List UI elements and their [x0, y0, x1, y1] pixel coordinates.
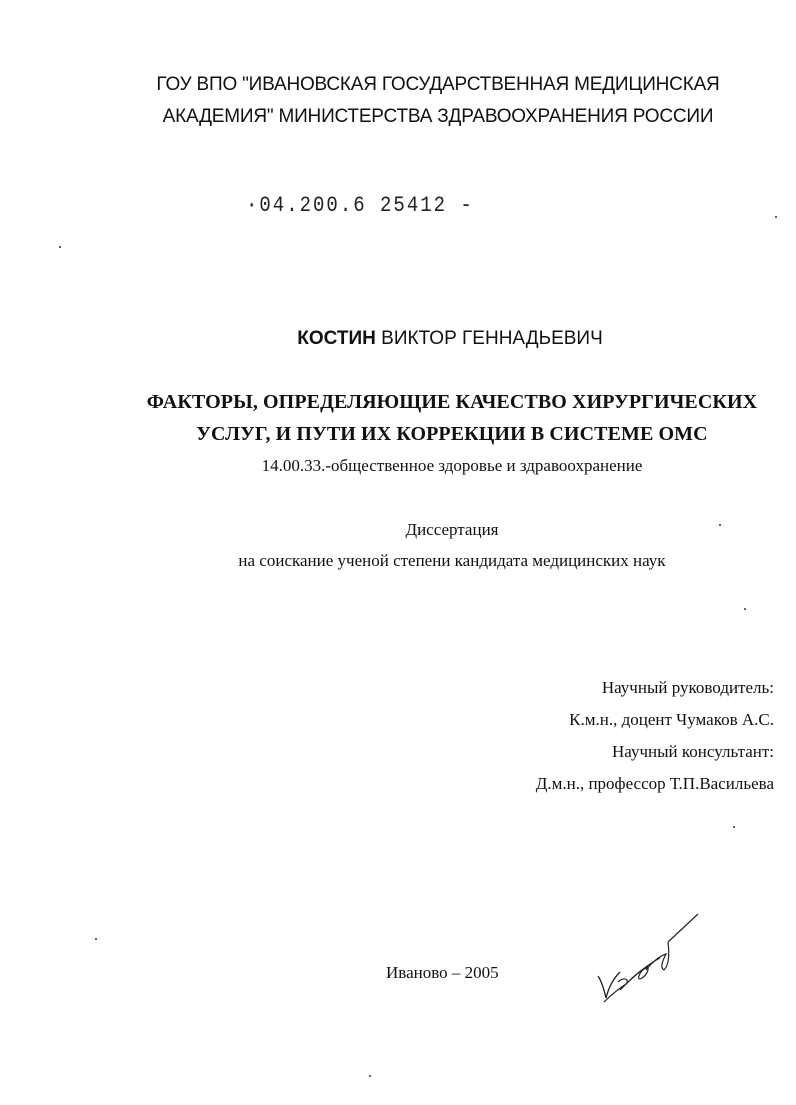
scan-speck	[369, 1075, 371, 1077]
scan-speck	[775, 216, 777, 218]
degree-statement: на соискание ученой степени кандидата медицинских наук	[238, 551, 666, 570]
place-and-year: Иваново – 2005	[386, 963, 499, 982]
author-name	[52, 328, 796, 350]
consultant-name: Д.м.н., профессор Т.П.Васильева	[535, 774, 774, 793]
specialty-code: 14.00.33.-общественное здоровье и здравоохранение	[261, 456, 643, 475]
scan-speck	[719, 524, 721, 526]
supervisor-name: К.м.н., доцент Чумаков А.С.	[569, 710, 774, 729]
registration-stamp: ·04.200.6 25412 -	[246, 192, 474, 218]
institution-line-1: ГОУ ВПО "ИВАНОВСКАЯ ГОСУДАРСТВЕННАЯ МЕДИЦИНСКАЯ	[156, 74, 720, 95]
consultant-label: Научный консультант:	[612, 742, 774, 761]
dissertation-title-line-1: ФАКТОРЫ, ОПРЕДЕЛЯЮЩИЕ КАЧЕСТВО ХИРУРГИЧЕСКИХ	[146, 391, 758, 413]
scan-speck	[733, 826, 735, 828]
supervisor-label: Научный руководитель:	[601, 678, 774, 697]
author-given-names: ВИКТОР ГЕННАДЬЕВИЧ	[381, 328, 603, 349]
handwritten-signature	[590, 910, 705, 1010]
scan-speck	[744, 608, 746, 610]
author-surname: КОСТИН	[297, 328, 376, 349]
scan-speck	[95, 938, 97, 940]
document-kind: Диссертация	[405, 520, 499, 539]
institution-line-2: АКАДЕМИЯ" МИНИСТЕРСТВА ЗДРАВООХРАНЕНИЯ РОССИИ	[162, 106, 714, 127]
dissertation-title-line-2: УСЛУГ, И ПУТИ ИХ КОРРЕКЦИИ В СИСТЕМЕ ОМС	[196, 423, 708, 445]
scan-speck	[59, 246, 61, 248]
